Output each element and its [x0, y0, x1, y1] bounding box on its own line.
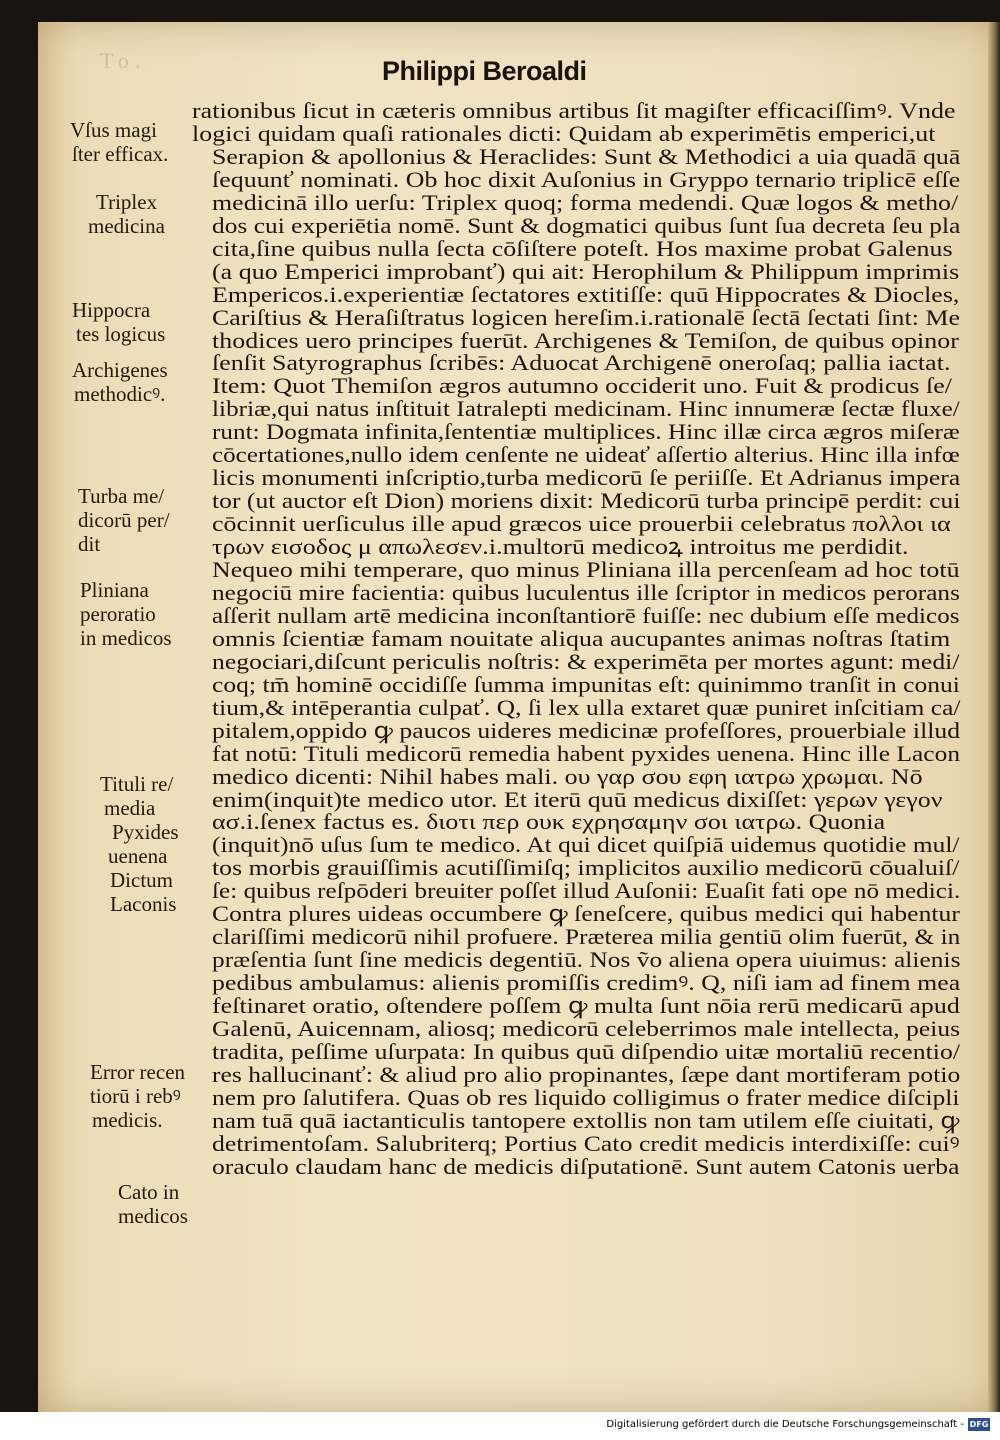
text-line: thodices uero principes fuerūt. Archigenes & Temiſon, de quibus opinor [212, 327, 959, 353]
marginal-note: Laconis [110, 892, 177, 916]
text-line: τρων εισοδος μ απωλεσεν.i.multorū medicoꝝ introitus me perdidit. [212, 534, 909, 560]
text-line: Cariſtius & Heraſiſtratus logicen hereſim.i.rationalē ſectā ſectati ſint: Me [212, 304, 961, 330]
text-line: Nequeo mihi temperare, quo minus Pliniana illa percenſeam ad hoc totū [212, 557, 960, 582]
marginal-note: Pliniana [80, 578, 149, 602]
text-line: (a quo Emperici improbanť) qui ait: Herophilum & Philippum imprimis [212, 258, 960, 284]
text-line: tium,& intēperantia culpať. Q, ſi lex ulla extaret quæ puniret inſcitiam ca/ [212, 694, 961, 720]
marginal-note: media [104, 796, 156, 820]
text-line: pedibus ambulamus: alienis promiſſis credimꝰ. Q, niſi iam ad finem mea [212, 970, 961, 996]
marginal-note: dicorū per/ [78, 508, 170, 532]
marginal-note: Turba me/ [78, 484, 165, 508]
page-edge [988, 22, 1000, 1412]
text-line: tradita, peſſime uſurpata: In quibus quū diſpendio uitæ mortaliū recentio/ [212, 1038, 961, 1064]
dfg-logo: DFG [969, 1420, 989, 1429]
marginal-note: methodicꝰ. [74, 382, 166, 406]
marginal-note: uenena [108, 844, 168, 868]
text-line: Empericos.i.experientiæ ſectatores extitiſſe: quū Hippocrates & Diocles, [212, 281, 960, 307]
text-line: (inquit)nō uſus ſum te medico. At qui dicet quiſpiā uidemus quotidie mul/ [212, 832, 960, 858]
text-line: licis monumenti inſcriptio,turba medicorū ſe periiſſe. Et Adrianus impera [212, 465, 961, 491]
marginal-note: Pyxides [112, 820, 179, 844]
text-line: ασ.i.ſenex factus es. διοτι περ ουκ εχρησαμην σοι ιατρω. Quonia [212, 809, 886, 835]
text-line: nem pro ſalutifera. Quas ob res liquido colligimus o frater medice diſcipli [212, 1084, 960, 1110]
marginal-note: Tituli re/ [100, 772, 174, 796]
marginal-note: ſter efficax. [72, 142, 169, 166]
marginal-note: in medicos [80, 626, 172, 650]
text-line: oraculo claudam hanc de medicis diſputationē. Sunt autem Catonis uerba [212, 1153, 960, 1179]
text-line: cōcertationes,nullo idem cenſente ne uideať aſſertio alterius. Hinc illa infœ [212, 442, 960, 468]
text-line: præſentia ſunt ſine medicis degentiū. Nos ṽo aliena opera uiuimus: alienis [212, 947, 961, 973]
marginal-note: tiorū i rebꝰ [90, 1084, 181, 1108]
text-line: Contra plures uideas occumbere ꝙ ſeneſcere, quibus medici qui habentur [212, 901, 960, 927]
text-line: omnis ſcientiæ famam nouitate aliqua aucupantes animas noſtras ſtatim [212, 625, 951, 651]
text-line: detrimentoſam. Salubriterq; Portius Cato credit medicis interdixiſſe: cuiꝰ [212, 1130, 960, 1156]
text-line: coq; tm̄ hominē occidiſſe ſumma impunitas eſt: quinimmo tranſit in conui [212, 671, 960, 697]
marginal-note: medicina [88, 214, 165, 238]
text-line: Serapion & apollonius & Heraclides: Sunt & Methodici a uia quadā quā [212, 143, 961, 169]
text-line: Item: Quot Themiſon ægros autumno occiderit uno. Fuit & prodicus ſe/ [212, 373, 953, 399]
text-line: ſequunť nominati. Ob hoc dixit Auſonius in Gryppo ternario triplicē eſſe [212, 166, 961, 192]
marginal-note: Vſus magi [70, 118, 157, 142]
text-line: pitalem,oppido ꝙ paucos uideres medicinæ profeſſores, prouerbiale illud [212, 717, 961, 743]
text-line: cita,ſine quibus nulla ſecta cōſiſtere poteſt. Hos maxime probat Galenus [212, 235, 953, 261]
text-line: Galenū, Auicennam, aliosq; medicorū celeberrimos male intellecta, peius [212, 1016, 961, 1041]
marginal-note: Dictum [110, 868, 173, 892]
marginal-note: peroratio [80, 602, 156, 626]
text-line: dos cui experiētia nomē. Sunt & dogmatici quibus ſunt ſua decreta ſeu pla [212, 212, 961, 238]
marginal-note: Hippocra [72, 298, 151, 322]
text-line: clariſſimi medicorū nihil profuere. Præterea milia gentiū olim fuerūt, & in [212, 924, 961, 950]
text-line: medicinā illo uerſu: Triplex quoq; forma medendi. Quæ logos & metho/ [212, 189, 959, 215]
text-line: logici quidam quaſi rationales dicti: Quidam ab experimētis emperici,ut [192, 120, 936, 146]
text-line: cōcinnit uerſiculus ille apud græcos uice prouerbii celebratus πολλοι ια [212, 511, 951, 537]
text-line: medico dicenti: Nihil habes mali. ου γαρ σου εφη ιατρω χρωμαι. Nō [212, 763, 923, 789]
marginal-note: tes logicus [76, 322, 166, 346]
marginal-note: dit [78, 532, 101, 556]
text-line: aſſerit nullam artē medicina inconſtantiorē fuiſſe: nec dubium eſſe medicos [212, 602, 960, 628]
text-line: libriæ,qui natus inſtituit Iatralepti medicinam. Hinc innumeræ ſectæ fluxe/ [212, 396, 960, 422]
text-line: feſtinaret oratio, oſtendere poſſem ꝙ multa ſunt nōia rerū medicarū apud [212, 993, 960, 1019]
text-line: tos morbis grauiſſimis acutiſſimiſq; implicitos auxilio medicorū cōualuiſ/ [212, 855, 960, 881]
marginal-note: Archigenes [72, 358, 168, 382]
footer-credit: Digitalisierung gefördert durch die Deutsche Forschungsgemeinschaft - [606, 1419, 964, 1430]
marginal-note: medicis. [92, 1108, 163, 1132]
text-line: enim(inquit)te medico utor. Et iterū quū medicus dixiſſet: γερων γεγον [212, 786, 943, 812]
marginal-note: Error recen [90, 1060, 186, 1084]
text-line: negociū mire facientia: quibus luculentus ille ſcriptor in medicos perorans [212, 579, 960, 605]
text-line: ſenſit Satyrographus ſcribēs: Aduocat Archigenē oneroſaq; pallia iactat. [212, 350, 951, 376]
text-line: runt: Dogmata infinita,ſententiæ multiplices. Hinc illæ circa ægros miſeræ [212, 419, 960, 445]
text-line: negociari,diſcunt periculis noſtris: & experimēta per mortes agunt: medi/ [212, 648, 960, 674]
running-head: Philippi Beroaldi [382, 56, 587, 86]
marginal-note: Triplex [96, 190, 158, 214]
text-line: ſe: quibus reſpōderi breuiter poſſet illud Auſonii: Euaſit fati ope nō medici. [212, 878, 961, 904]
show-through-text: To. [100, 48, 147, 73]
text-line: nam tuā quā iactanticulis tantopere extollis non tam utilem eſſe ciuitati, ꝙ [212, 1107, 960, 1133]
text-line: res hallucinanť: & aliud pro alio propinantes, ſæpe dant mortiferam potio [212, 1061, 961, 1087]
text-line: fat notū: Tituli medicorū remedia habent pyxides uenena. Hinc ille Lacon [212, 740, 961, 766]
marginal-note: Cato in [118, 1180, 180, 1204]
marginal-note: medicos [118, 1204, 188, 1228]
text-line: rationibus ſicut in cæteris omnibus artibus ſit magiſter efficaciſſimꝰ. Vnde [192, 98, 956, 123]
text-line: tor (ut auctor eſt Dion) moriens dixit: Medicorū turba principē perdit: cui [212, 488, 961, 514]
